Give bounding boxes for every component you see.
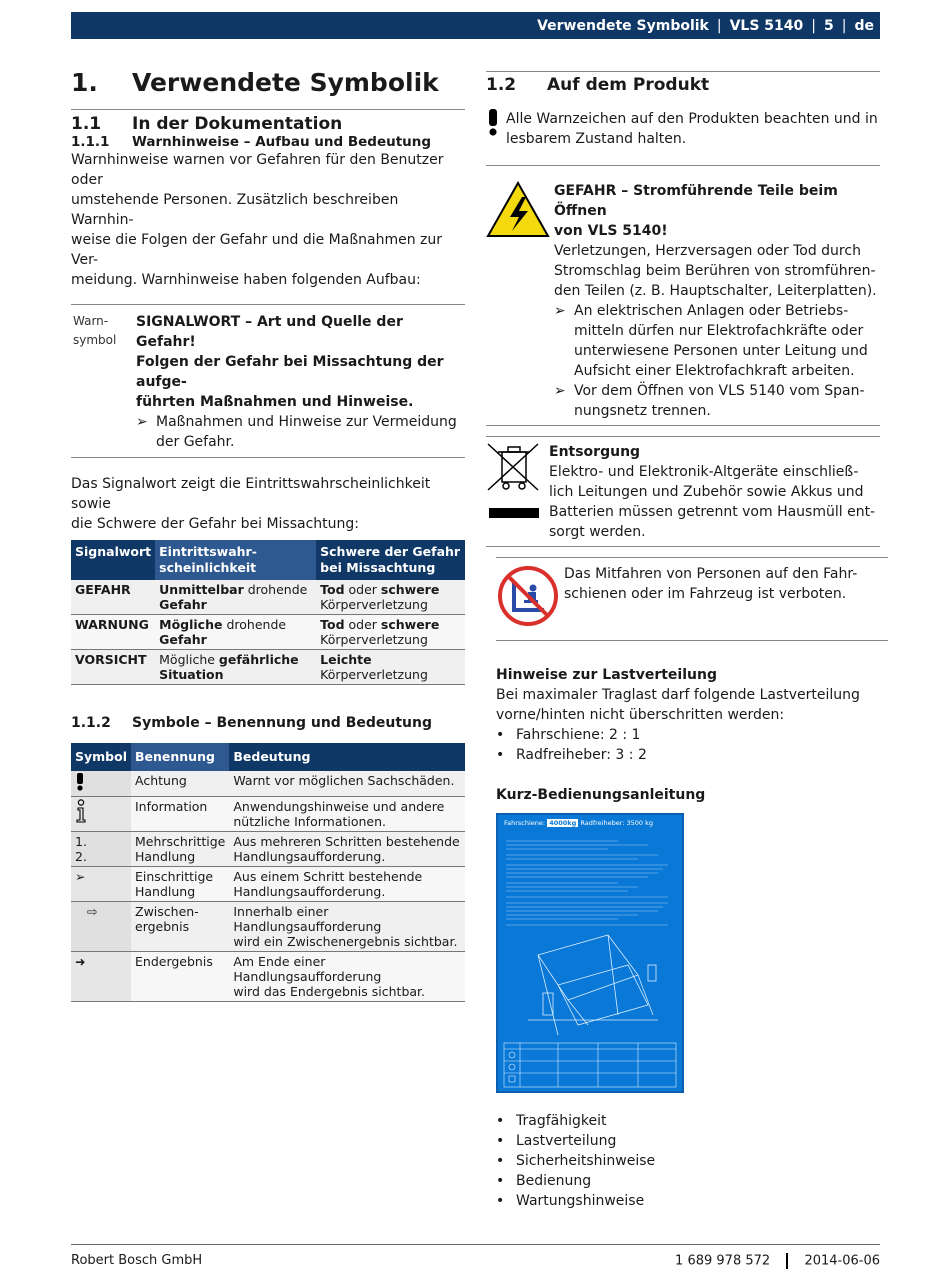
plate-drawing <box>498 815 682 1091</box>
text-line: sorgt werden. <box>549 524 646 540</box>
bold-text: Gefahr <box>159 632 207 647</box>
bold-text: Unmittelbar <box>159 582 244 597</box>
text-line: weise die Folgen der Gefahr und die Maßnahmen zur Ver- <box>71 232 443 268</box>
text: oder <box>344 582 381 597</box>
symbol-desc: Aus einem Schritt bestehende Handlungsaufforderung. <box>229 867 465 902</box>
bold-text: Mögliche <box>159 617 223 632</box>
page-footer <box>71 1244 880 1269</box>
footer-right <box>675 1253 880 1269</box>
table-row <box>71 650 465 685</box>
list-item: • Fahrschiene: 2 : 1 <box>496 727 641 743</box>
text-line: lesbarem Zustand halten. <box>506 131 687 147</box>
intermediate-result-arrow-icon: ⇨ <box>71 902 131 952</box>
text-line: Folgen der Gefahr bei Missachtung der aufge- <box>136 354 444 390</box>
symbol-name: Zwischen- ergebnis <box>131 902 229 952</box>
header-page: 5 <box>824 17 834 34</box>
load-distribution-body <box>496 685 888 725</box>
text-line: Bei maximaler Traglast darf folgende Lastverteilung <box>496 687 860 703</box>
bold-text: schwere <box>380 617 440 632</box>
table-row <box>71 867 465 902</box>
footer-company: Robert Bosch GmbH <box>71 1253 203 1268</box>
subsection-title: Warnhinweise – Aufbau und Bedeutung <box>132 134 432 150</box>
label-line: symbol <box>73 333 117 347</box>
item-text: Lastverteilung <box>516 1133 617 1149</box>
probability-cell <box>155 615 316 650</box>
probability-cell <box>155 650 316 685</box>
signalword-table <box>71 540 465 685</box>
table-row <box>71 580 465 615</box>
th-symbol <box>71 743 131 771</box>
bold-text: Tod <box>320 617 345 632</box>
danger-step-1 <box>554 301 880 381</box>
left-column <box>71 60 465 1002</box>
severity-cell <box>316 650 465 685</box>
item-text: Tragfähigkeit <box>516 1113 607 1129</box>
symbol-desc: Am Ende einer Handlungsaufforderung wird das Endergebnis sichtbar. <box>229 952 465 1002</box>
subsection-number: 1.1.2 <box>71 715 111 731</box>
header-text: Benennung <box>135 749 215 764</box>
severity-cell <box>316 615 465 650</box>
list-item: • Bedienung <box>496 1173 592 1189</box>
text-line: unterwiesene Personen unter Leitung und <box>574 343 868 359</box>
exclamation-icon <box>75 773 85 791</box>
text-line: von VLS 5140! <box>554 223 668 239</box>
item-text: Radfreiheber: 3 : 2 <box>516 747 647 763</box>
quick-guide-title: Kurz-Bedienungsanleitung <box>496 787 706 803</box>
section-number: 1.2 <box>486 75 517 95</box>
section-heading-1-2 <box>486 75 880 95</box>
signal-word: GEFAHR <box>71 580 155 615</box>
signal-word: VORSICHT <box>71 650 155 685</box>
signal-word: WARNUNG <box>71 615 155 650</box>
plate-text: Radfreiheber: 3500 kg <box>580 819 654 827</box>
subsection-title: Symbole – Benennung und Bedeutung <box>132 715 432 731</box>
text-line: Batterien müssen getrennt vom Hausmüll ent- <box>549 504 876 520</box>
subsection-heading-1-1-1 <box>71 134 465 150</box>
high-voltage-warning-icon <box>486 181 550 239</box>
text-line: Das Mitfahren von Personen auf den Fahr- <box>564 566 858 582</box>
text-line: meidung. Warnhinweise haben folgenden Aufbau: <box>71 272 421 288</box>
footer-divider <box>786 1253 788 1269</box>
danger-warning-box <box>486 174 880 425</box>
signal-intro <box>71 474 465 534</box>
list-item: • Lastverteilung <box>496 1133 617 1149</box>
text-line: mitteln dürfen nur Elektrofachkräfte oder <box>574 323 864 339</box>
table-row <box>71 771 465 797</box>
arrow-icon: ➢ <box>554 303 566 319</box>
crossed-bin-icon <box>486 442 542 520</box>
symbol-cell <box>71 797 131 832</box>
text-line: die Schwere der Gefahr bei Missachtung: <box>71 516 360 532</box>
table-row <box>71 952 465 1002</box>
header-section: Verwendete Symbolik <box>537 17 709 34</box>
list-item: • Tragfähigkeit <box>496 1113 607 1129</box>
label-line: Warn- <box>73 314 109 328</box>
th-benennung <box>131 743 229 771</box>
text-line: lich Leitungen und Zubehör sowie Akkus und <box>549 484 864 500</box>
disposal-box <box>486 437 880 546</box>
text-line: der Gefahr. <box>156 434 235 450</box>
table-row <box>71 615 465 650</box>
symbol-name: Achtung <box>131 771 229 797</box>
symbol-name: Information <box>131 797 229 832</box>
bold-text: Leichte <box>320 652 372 667</box>
bold-text: Situation <box>159 667 224 682</box>
arrow-icon: ➢ <box>136 414 148 430</box>
measure-step <box>136 412 465 452</box>
text-line: führten Maßnahmen und Hinweise. <box>136 394 414 410</box>
load-distribution-title: Hinweise zur Lastverteilung <box>496 667 717 683</box>
symbol-desc: Anwendungshinweise und andere nützliche Informationen. <box>229 797 465 832</box>
header-text: Signalwort <box>75 544 152 559</box>
table-row <box>71 832 465 867</box>
text-line: nungsnetz trennen. <box>574 403 711 419</box>
bold-text: gefährliche <box>218 652 299 667</box>
section-title: Auf dem Produkt <box>547 75 710 95</box>
symbol-desc: Innerhalb einer Handlungsaufforderung wird ein Zwischenergebnis sichtbar. <box>229 902 465 952</box>
text: Körperverletzung <box>320 667 428 682</box>
right-column <box>486 60 880 1211</box>
bold-text: schwere <box>380 582 440 597</box>
text-line: Das Signalwort zeigt die Eintrittswahrscheinlichkeit sowie <box>71 476 431 512</box>
item-text: Wartungshinweise <box>516 1193 645 1209</box>
exclamation-icon <box>486 109 506 137</box>
header-text: Symbol <box>75 749 127 764</box>
end-result-arrow-icon: ➜ <box>71 952 131 1002</box>
bold-text: Tod <box>320 582 345 597</box>
symbol-table <box>71 743 465 1002</box>
intro-paragraph <box>71 150 465 290</box>
consequence-text <box>136 352 465 412</box>
numbered-steps-icon: 1. 2. <box>71 832 131 867</box>
single-step-arrow-icon: ➢ <box>71 867 131 902</box>
item-text: Bedienung <box>516 1173 592 1189</box>
list-item: • Wartungshinweise <box>496 1193 645 1209</box>
th-signalwort <box>71 540 155 580</box>
table-row <box>71 902 465 952</box>
warning-structure-box <box>71 305 465 457</box>
danger-body <box>554 241 880 301</box>
text: Körperverletzung <box>320 597 428 612</box>
no-riding-prohibition-icon <box>496 564 560 628</box>
text: Mögliche <box>159 652 219 667</box>
text: Körperverletzung <box>320 632 428 647</box>
header-text: Bedeutung <box>233 749 311 764</box>
no-riding-text <box>564 564 857 628</box>
symbol-desc: Aus mehreren Schritten bestehende Handlungsaufforderung. <box>229 832 465 867</box>
footer-docnum: 1 689 978 572 <box>675 1253 771 1269</box>
th-schwere <box>316 540 465 580</box>
section-number: 1.1 <box>71 114 102 134</box>
plate-text: Fahrschiene: <box>504 819 546 827</box>
section-heading-1-1 <box>71 114 465 134</box>
text-line: umstehende Personen. Zusätzlich beschreiben Warnhin- <box>71 192 399 228</box>
text: drohende <box>243 582 308 597</box>
th-eintritt <box>155 540 316 580</box>
header-text: Eintrittswahr- scheinlichkeit <box>159 544 257 575</box>
subsection-heading-1-1-2 <box>71 715 465 731</box>
symbol-desc: Warnt vor möglichen Sachschäden. <box>229 771 465 797</box>
arrow-icon: ➢ <box>554 383 566 399</box>
text-line: Vor dem Öffnen von VLS 5140 vom Span- <box>574 383 865 399</box>
chapter-number: 1. <box>71 68 98 97</box>
text-line: An elektrischen Anlagen oder Betriebs- <box>574 303 849 319</box>
text: oder <box>344 617 381 632</box>
text-line: Elektro- und Elektronik-Altgeräte einschließ- <box>549 464 859 480</box>
info-icon <box>75 799 87 823</box>
text-line: GEFAHR – Stromführende Teile beim Öffnen <box>554 183 838 219</box>
text-line: Stromschlag beim Berühren von stromführen- <box>554 263 876 279</box>
text-line: Alle Warnzeichen auf den Produkten beachten und in <box>506 111 878 127</box>
text-line: Warnhinweise warnen vor Gefahren für den Benutzer oder <box>71 152 444 188</box>
product-note <box>486 109 880 149</box>
text-line: den Teilen (z. B. Hauptschalter, Leiterplatten). <box>554 283 877 299</box>
list-item: • Radfreiheber: 3 : 2 <box>496 747 647 763</box>
no-riding-notice <box>496 558 888 638</box>
text-line: schienen oder im Fahrzeug ist verboten. <box>564 586 847 602</box>
disposal-title: Entsorgung <box>549 444 641 460</box>
table-row <box>71 797 465 832</box>
warn-symbol-label <box>71 312 136 452</box>
header-lang: de <box>854 17 874 34</box>
subsection-number: 1.1.1 <box>71 134 110 150</box>
symbol-name: Mehrschrittige Handlung <box>131 832 229 867</box>
danger-step-2 <box>554 381 880 421</box>
item-text: Sicherheitshinweise <box>516 1153 656 1169</box>
bold-text: Gefahr <box>159 597 207 612</box>
severity-cell <box>316 580 465 615</box>
header-product: VLS 5140 <box>729 17 804 34</box>
quick-guide-plate-image <box>496 813 684 1093</box>
section-title: In der Dokumentation <box>132 114 343 134</box>
disposal-body <box>549 462 880 542</box>
symbol-name: Endergebnis <box>131 952 229 1002</box>
text-line: Maßnahmen und Hinweise zur Vermeidung <box>156 414 457 430</box>
symbol-cell <box>71 771 131 797</box>
chapter-heading <box>71 68 465 97</box>
item-text: Fahrschiene: 2 : 1 <box>516 727 641 743</box>
probability-cell <box>155 580 316 615</box>
th-bedeutung <box>229 743 465 771</box>
text-line: Aufsicht einer Elektrofachkraft arbeiten. <box>574 363 855 379</box>
quick-guide-list <box>496 1111 888 1211</box>
load-distribution-list <box>496 725 888 765</box>
text-line: Verletzungen, Herzversagen oder Tod durch <box>554 243 861 259</box>
symbol-name: Einschrittige Handlung <box>131 867 229 902</box>
text: drohende <box>222 617 287 632</box>
page-header: Verwendete Symbolik | VLS 5140 | 5 | de <box>71 12 880 39</box>
danger-title <box>554 181 880 241</box>
signal-title: SIGNALWORT – Art und Quelle der Gefahr! <box>136 314 403 350</box>
text-line: vorne/hinten nicht überschritten werden: <box>496 707 785 723</box>
plate-capacity: 4000kg <box>549 819 577 827</box>
chapter-title: Verwendete Symbolik <box>132 68 439 97</box>
header-text: Schwere der Gefahr bei Missachtung <box>320 544 461 575</box>
list-item: • Sicherheitshinweise <box>496 1153 656 1169</box>
footer-date: 2014-06-06 <box>804 1253 880 1269</box>
